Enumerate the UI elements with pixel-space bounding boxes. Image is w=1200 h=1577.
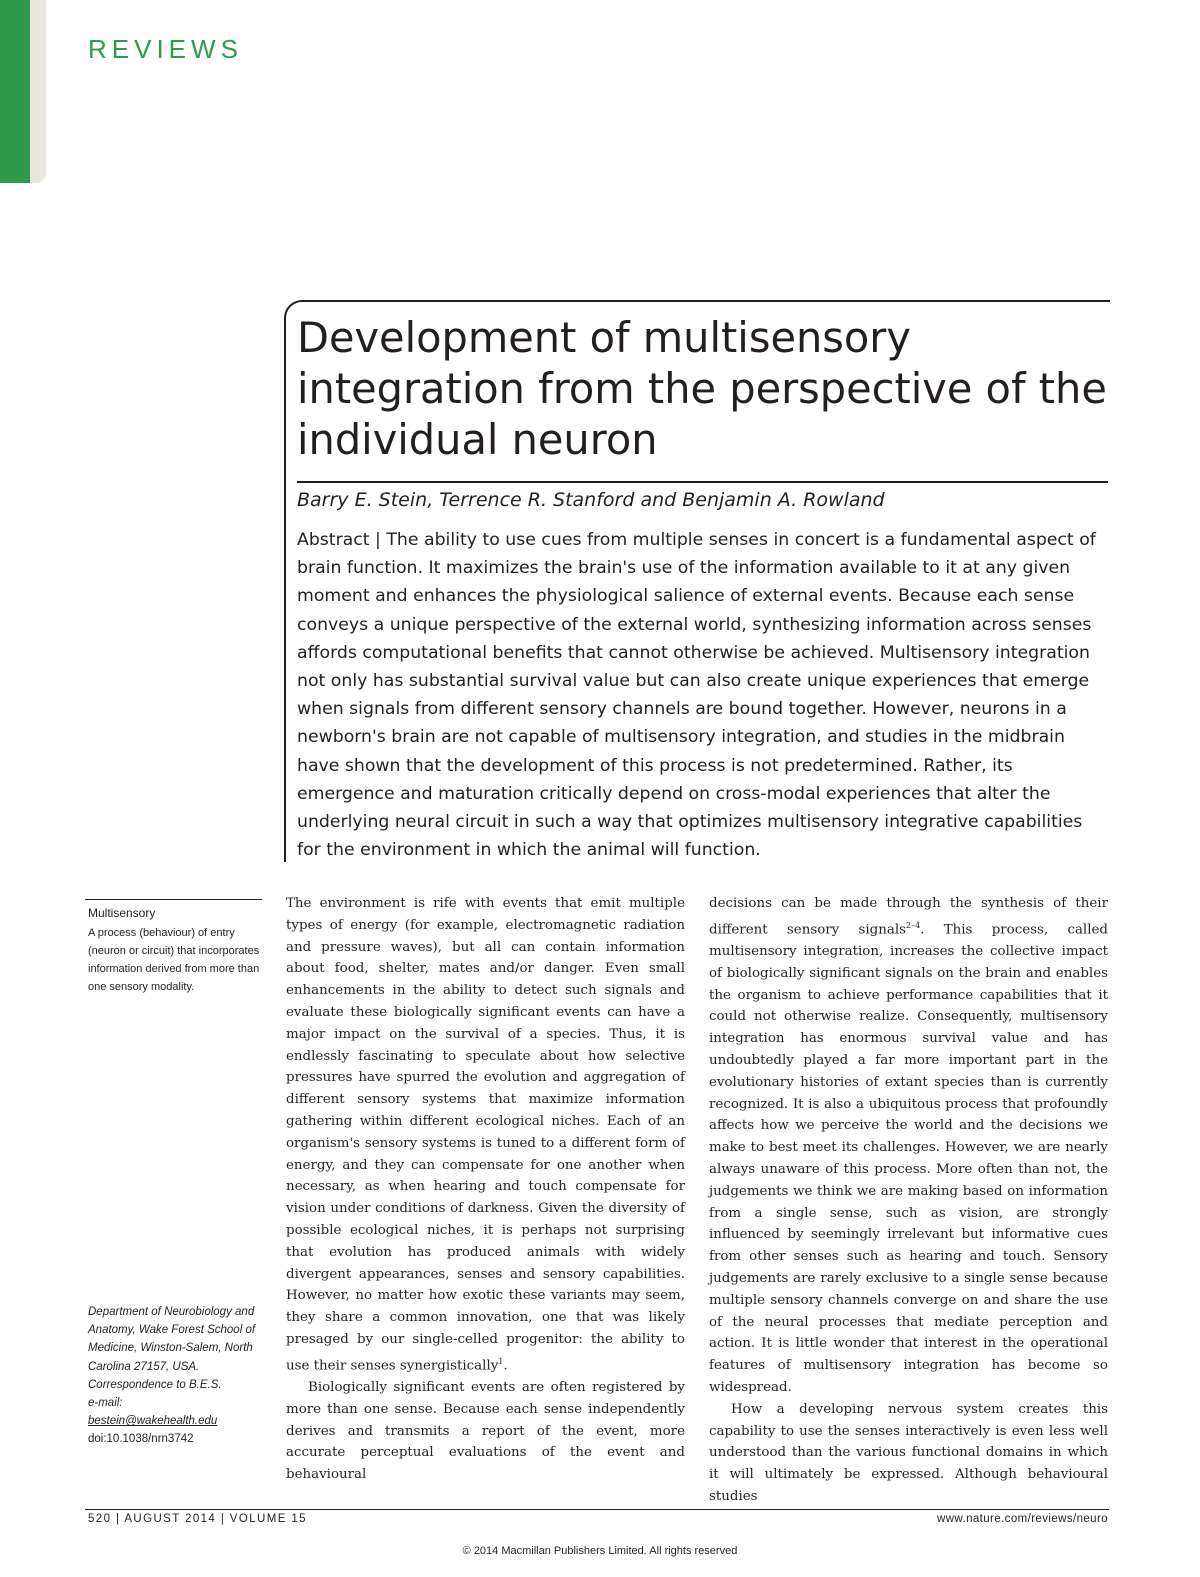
body-text: . This process, called multisensory integration, increases the collective impact of biologically significant signals on the brain and enables the organism to achieve performance capabilities that it could not otherwise realize. Consequently, multisensory integration has enormous survival value and has undoubtedly played a far more important part in the evolutionary histories of extant species than is currently recognized. It is also a ubiquitous process that profoundly affects how we perceive the world and the decisions we make to best meet its challenges. However, we are nearly always unaware of this process. More often than not, the judgements we think we are making based on information from a single sense, such as vision, are strongly influenced by seemingly irrelevant but informative cues from other senses such as hearing and touch. Sensory judgements are rarely exclusive to a single sense because multiple sensory channels converge on and share the use of the neural processes that mediate perception and action. It is little wonder that interest in the operational features of multisensory integration has become so widespread. [709, 922, 1108, 1395]
body-paragraph: Biologically significant events are often registered by more than one sense. Because each sense independently derives and transmits a report of the event, more accurate perceptual evaluations of the event and behavioural [286, 1380, 685, 1483]
email-link[interactable]: bestein@wakehealth.edu [88, 1415, 218, 1428]
email-label: e-mail: [88, 1397, 123, 1410]
glossary-term: Multisensory [88, 906, 156, 920]
reference-marker[interactable]: 2–4 [906, 920, 921, 930]
body-paragraph: How a developing nervous system creates this capability to use the senses interactively is even less well understood than the various functional domains in which it will ultimately be expressed. Although behavioural studies [709, 1401, 1108, 1504]
glossary-definition: A process (behaviour) of entry (neuron or circuit) that incorporates information derived from more than one sensory modality. [88, 927, 260, 993]
article-title: Development of multisensory integration from the perspective of the individual neuron [297, 313, 1107, 464]
footer-url[interactable]: www.nature.com/reviews/neuro [937, 1513, 1108, 1525]
body-text: . [503, 1358, 508, 1374]
body-text: The environment is rife with events that emit multiple types of energy (for example, electromagnetic radiation and pressure waves), but all can contain information about food, shelter, mates and/or danger. Even small enhancements in the ability to detect such signals and evaluate these biologically significant events can have a major impact on the survival of a species. Thus, it is endlessly fascinating to speculate about how selective pressures have spurred the evolution and aggregation of different sensory systems that maximize information gathering within different ecological niches. Each of an organism's sensory systems is tuned to a different form of energy, and they can compensate for one another when necessary, as when hearing and touch compensate for vision under conditions of darkness. Given the diversity of possible ecological niches, it is perhaps not surprising that evolution has produced animals with widely divergent appearances, senses and sensory capabilities. However, no matter how exotic these variants may seem, they share a common innovation, one that was likely presaged by our single-celled progenitor: the ability to use their senses synergistically [286, 896, 685, 1374]
body-paragraph [286, 893, 685, 1377]
body-column-right [709, 893, 1108, 1508]
body-paragraph [709, 893, 1108, 1399]
body-column-left [286, 893, 685, 1486]
doi: doi:10.1038/nrn3742 [88, 1433, 194, 1446]
affiliation-block [88, 1303, 273, 1449]
authors: Barry E. Stein, Terrence R. Stanford and Benjamin A. Rowland [297, 489, 885, 511]
section-tab-shadow [30, 0, 46, 183]
footer-divider [85, 1509, 1109, 1510]
body-text: decisions can be made through the synthesis of their different sensory signals [709, 896, 1108, 938]
reference-marker[interactable]: 1 [498, 1356, 504, 1366]
footer-issue-info: 520 | AUGUST 2014 | VOLUME 15 [88, 1513, 307, 1525]
section-label: REVIEWS [88, 34, 243, 64]
affiliation-department: Department of Neurobiology and Anatomy, Wake Forest School of Medicine, Winston-Salem, North Carolina 27157, USA. [88, 1306, 256, 1373]
abstract: Abstract | The ability to use cues from multiple senses in concert is a fundamental aspect of brain function. It maximizes the brain's use of the information available to it at any given moment and enhances the physiological salience of external events. Because each sense conveys a unique perspective of the external world, synthesizing information across senses affords computational benefits that cannot otherwise be achieved. Multisensory integration not only has substantial survival value but can also create unique experiences that emerge when signals from different sensory channels are bound together. However, neurons in a newborn's brain are not capable of multisensory integration, and studies in the midbrain have shown that the development of this process is not predetermined. Rather, its emergence and maturation critically depend on cross-modal experiences that alter the underlying neural circuit in such a way that optimizes multisensory integrative capabilities for the environment in which the animal will function. [297, 530, 1096, 861]
glossary-divider [85, 899, 262, 900]
correspondence-note: Correspondence to B.E.S. [88, 1378, 222, 1391]
title-divider [297, 481, 1108, 483]
copyright-notice: © 2014 Macmillan Publishers Limited. All rights reserved [462, 1545, 738, 1557]
section-color-tab [0, 0, 30, 183]
